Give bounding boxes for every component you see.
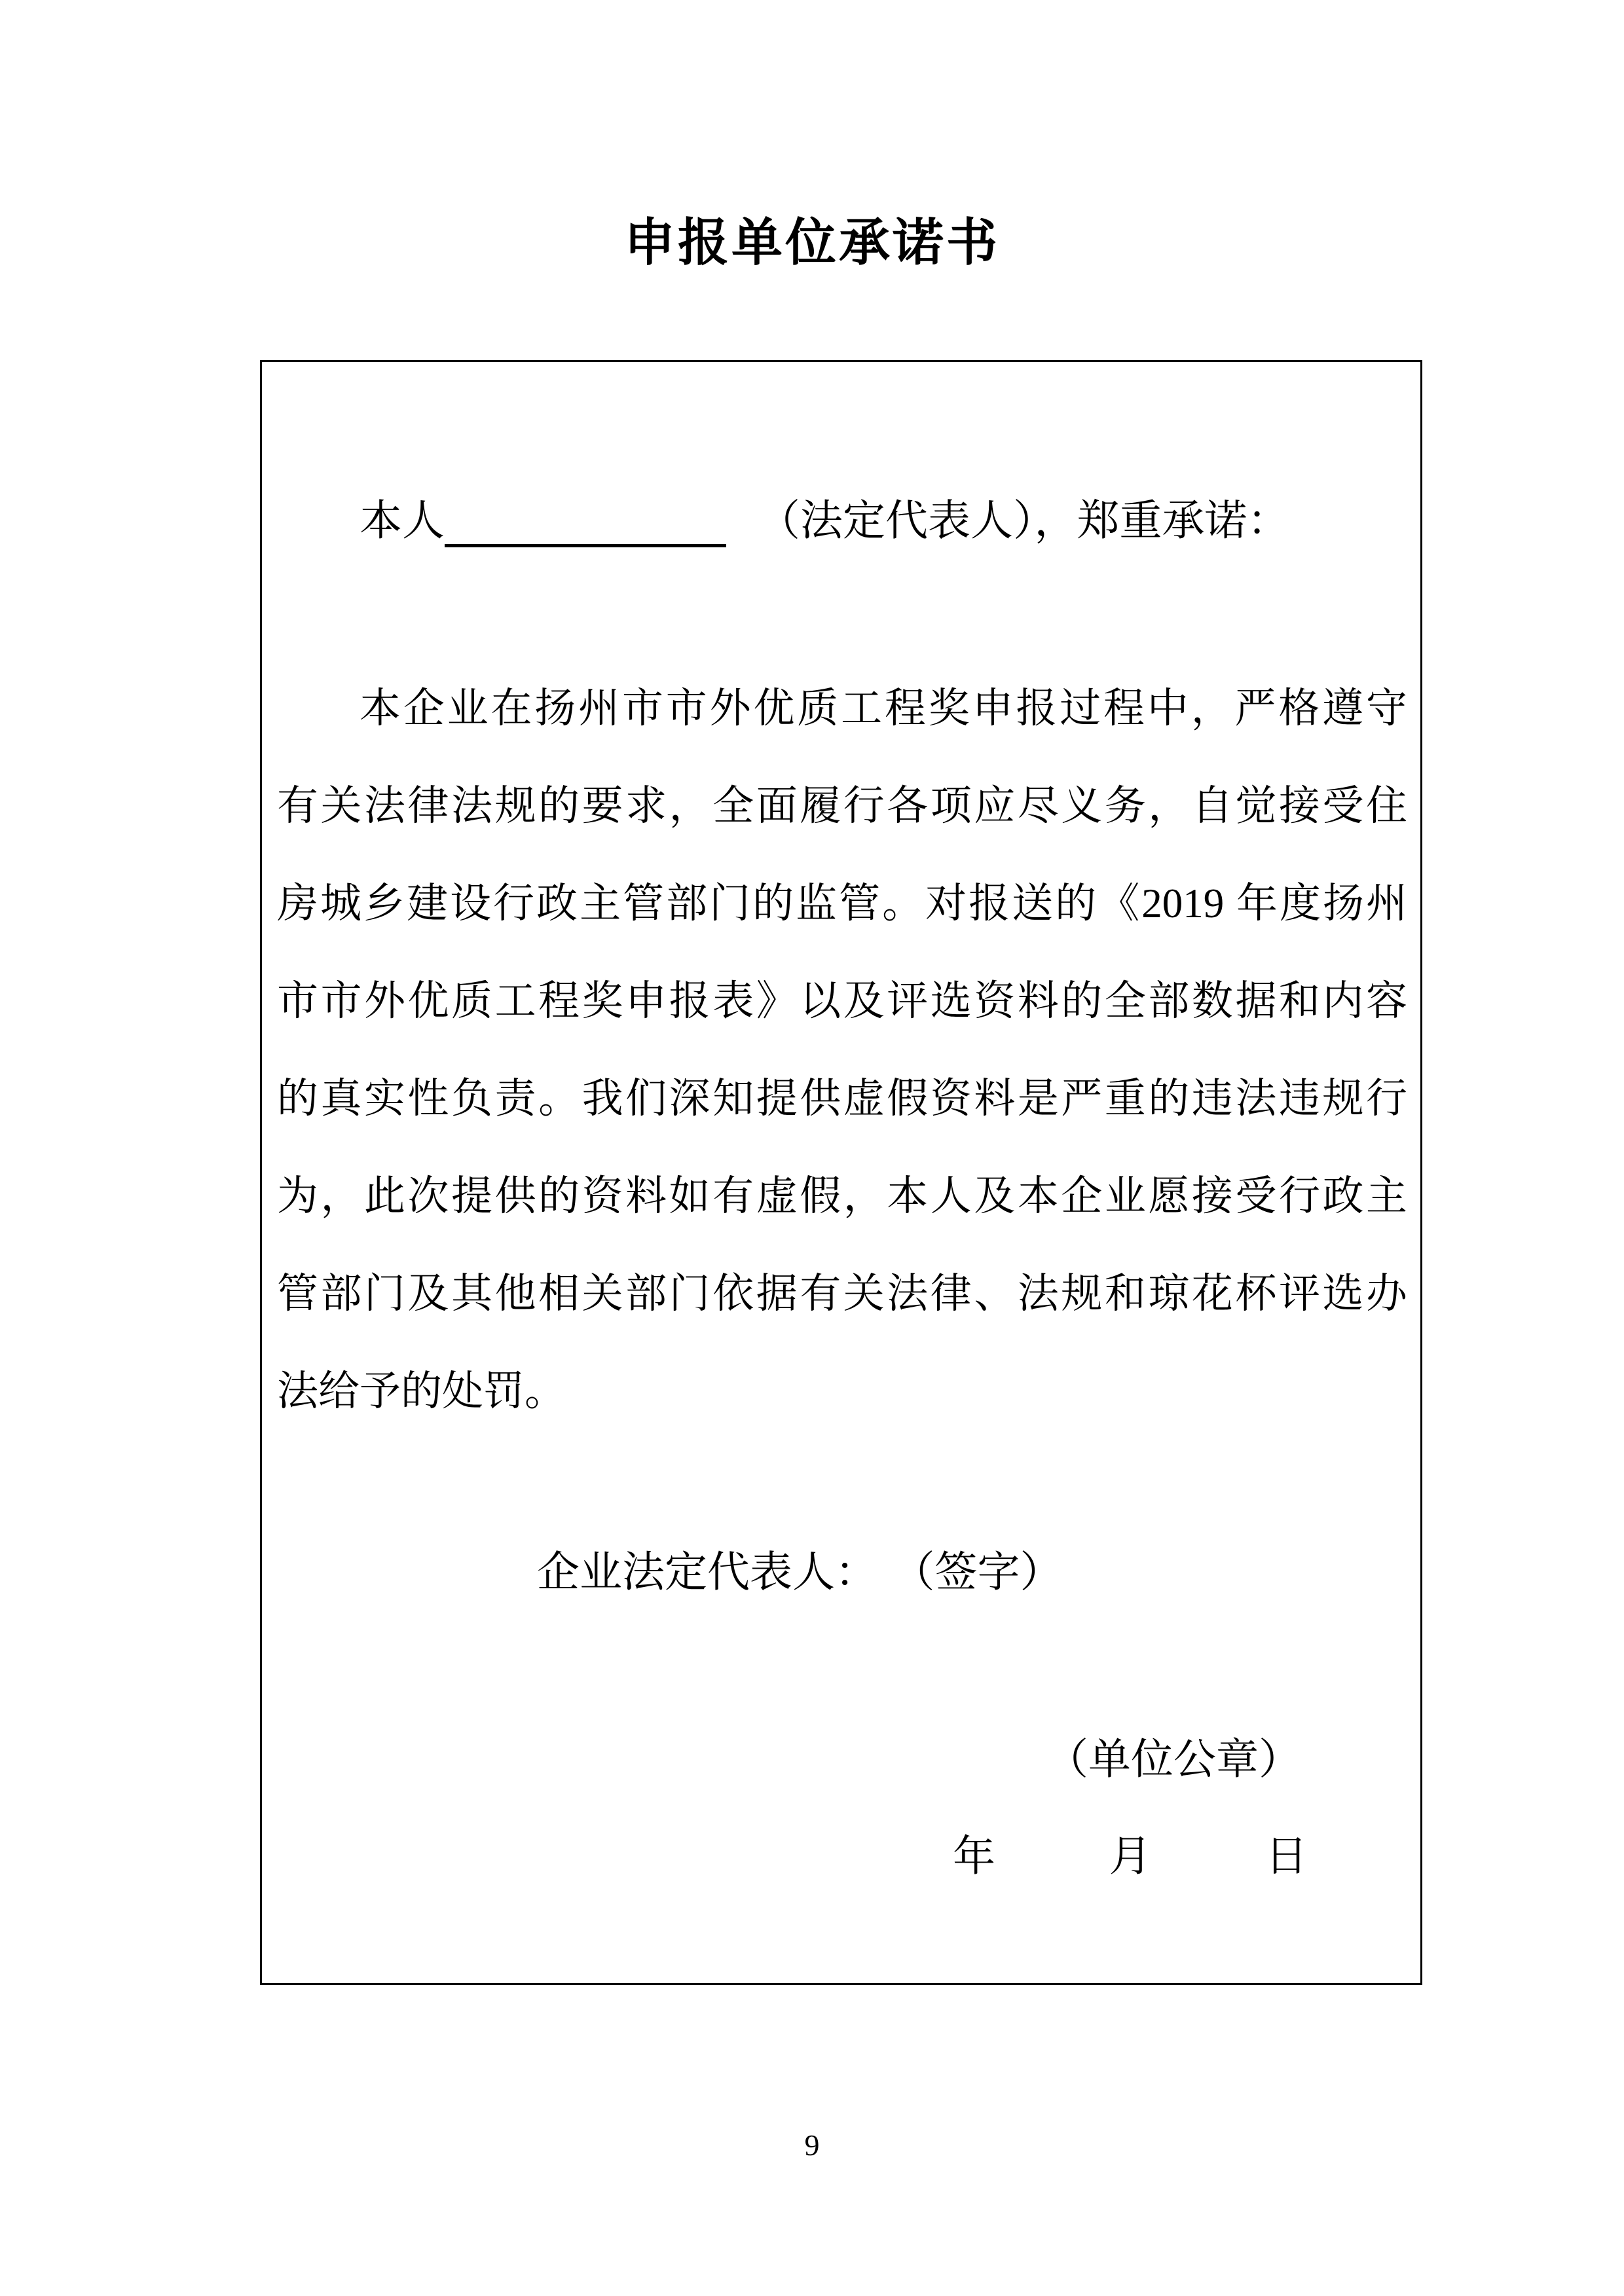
declarant-name-blank[interactable] xyxy=(445,503,726,547)
paragraph-line: 房城乡建设行政主管部门的监管。对报送的《2019 年度扬州 xyxy=(277,881,1407,926)
paragraph-line: 本企业在扬州市市外优质工程奖申报过程中，严格遵守 xyxy=(360,685,1407,731)
signatory-line xyxy=(537,1546,1063,1599)
year-label: 年 xyxy=(953,1833,996,1880)
month-label: 月 xyxy=(1109,1833,1152,1880)
paragraph-line: 市市外优质工程奖申报表》以及评选资料的全部数据和内容 xyxy=(277,978,1407,1024)
date-line xyxy=(953,1831,1308,1883)
opening-line xyxy=(360,495,1290,547)
declarant-label: 本人 xyxy=(360,498,445,545)
paragraph-line: 的真实性负责。我们深知提供虚假资料是严重的违法违规行 xyxy=(277,1076,1407,1121)
paragraph-line: 法给予的处罚。 xyxy=(277,1368,566,1414)
paragraph-line: 为，此次提供的资料如有虚假，本人及本企业愿接受行政主 xyxy=(277,1173,1407,1219)
opening-suffix: （法定代表人），郑重承诺： xyxy=(758,498,1290,545)
stamp-hint: （单位公章） xyxy=(1046,1736,1302,1783)
day-label: 日 xyxy=(1264,1833,1308,1880)
page-number: 9 xyxy=(804,2128,820,2162)
signatory-label: 企业法定代表人： xyxy=(537,1549,878,1596)
paragraph-line: 管部门及其他相关部门依据有关法律、法规和琼花杯评选办 xyxy=(277,1271,1407,1317)
page-title: 申报单位承诺书 xyxy=(623,213,1000,271)
commitment-paragraph xyxy=(277,660,1407,1440)
paragraph-line: 有关法律法规的要求，全面履行各项应尽义务，自觉接受住 xyxy=(277,783,1407,829)
signature-hint[interactable]: （签字） xyxy=(913,1549,1063,1596)
